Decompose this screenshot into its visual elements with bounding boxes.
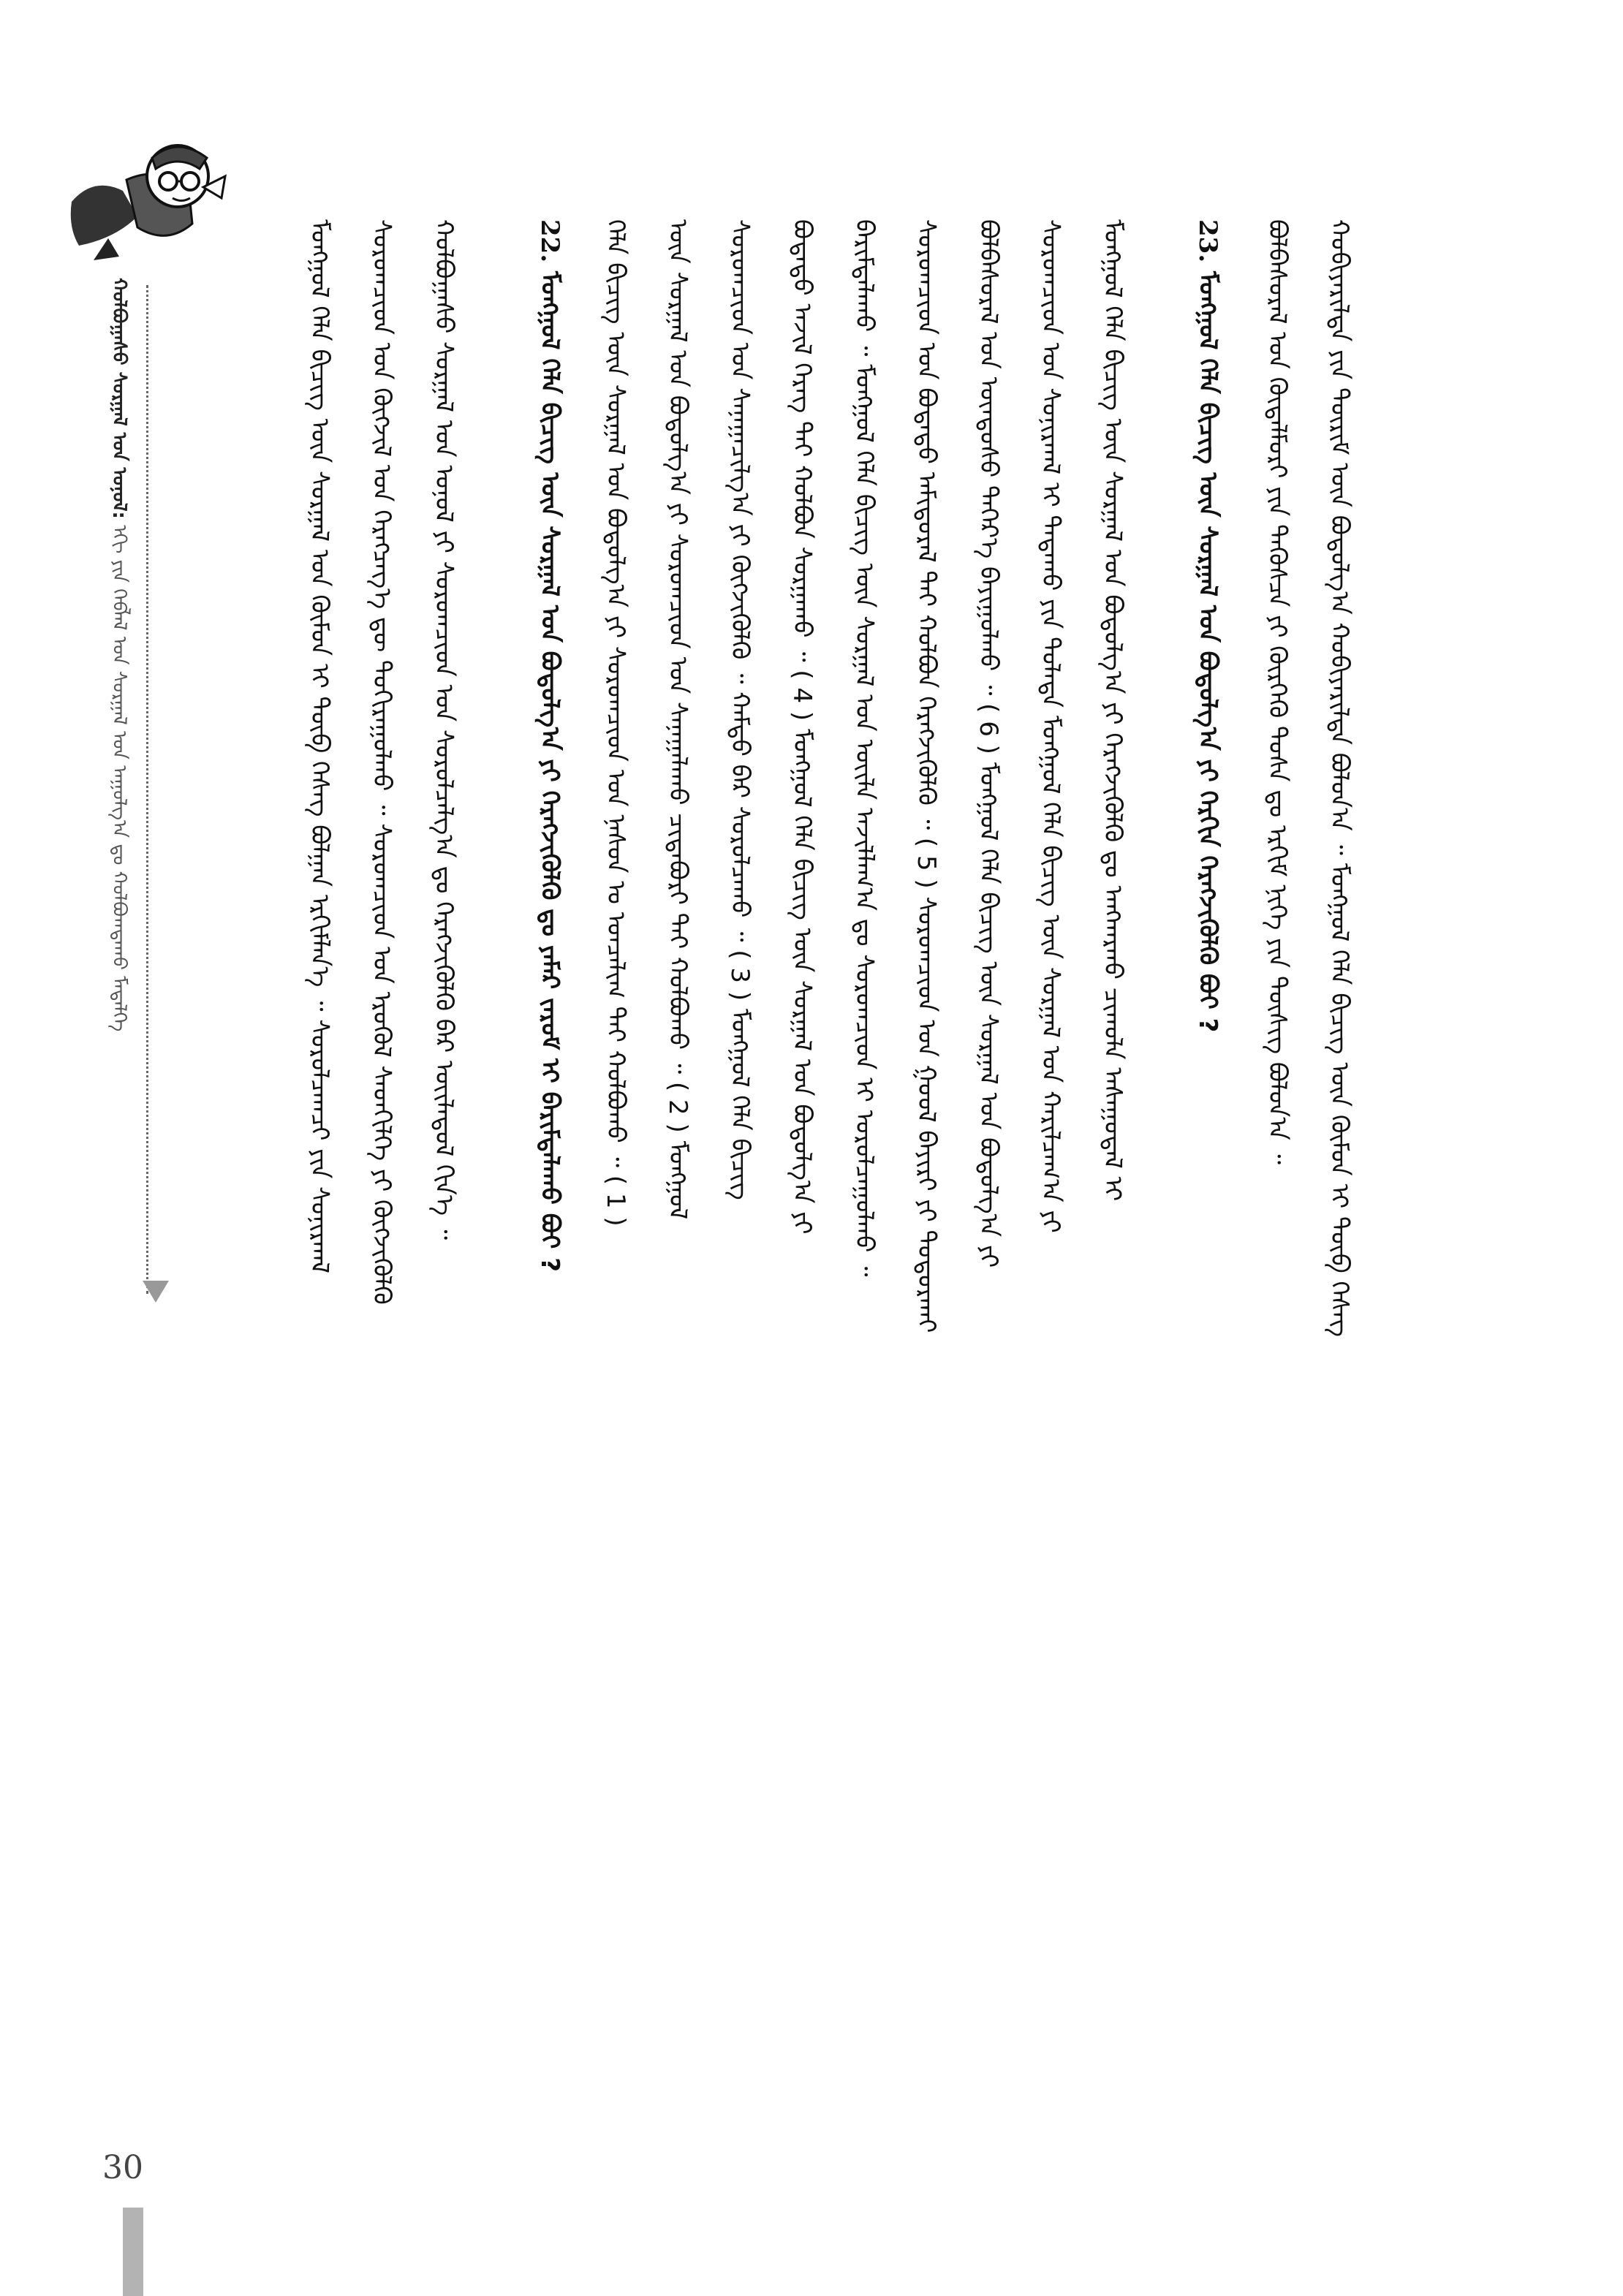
- sidebar-text: ᠡᠬᠢ ᠶᠢᠨ ᠬᠡᠪᠯᠡᠯ ᠤᠨ ᠰᠤᠷᠭᠠᠯ ᠤᠨ ᠠᠭᠤᠯᠭ᠎ᠠ ᠳᠤ ᠬᠣᠯᠪᠣᠭᠳᠠᠬᠤ ᠮᠡᠳᠡᠯᠭᠡ: [108, 525, 130, 1032]
- line-text: ᠬᠣᠯᠪᠣᠭᠠᠰᠤ ᠰᠤᠷᠭᠠᠯ ᠤᠨ ᠣᠨᠤᠯ ᠶᠢ ᠰᠤᠷᠤᠭᠴᠢᠳ ᠤᠨ ᠰᠤᠷᠤᠯᠴᠠᠯᠭ᠎ᠠ ᠳᠤ ᠬᠡᠷᠡᠭᠵᠢᠭᠦᠯᠬᠦ ᠪᠠᠷ ᠦᠢᠯᠡᠳᠦᠯ ᠬᠢᠨ᠎ᠡ ᠃: [429, 219, 458, 1240]
- question-heading: [1184, 219, 1231, 2193]
- text-line: [1316, 219, 1363, 2193]
- line-text: ᠪᠠᠷᠢᠮᠲᠠᠯᠠᠬᠤ ᠃ ᠮᠣᠩᠭᠣᠯ ᠬᠡᠯᠡ ᠪᠢᠴᠢᠭ ᠦᠨ ᠰᠤᠷᠭᠠᠯ ᠤᠨ ᠦᠢᠯᠡ ᠠᠵᠢᠯᠯᠠᠭ᠎ᠠ ᠳᠤ ᠰᠤᠷᠤᠭᠴᠢᠳ ᠢ ᠣᠷᠣᠯᠴᠠᠭᠤᠯᠬᠤ ᠃: [850, 219, 879, 1277]
- line-text: ᠰᠤᠷᠤᠭᠴᠢᠳ ᠤᠨ ᠪᠣᠳᠠᠲᠤ ᠠᠮᠢᠳᠤᠷᠠᠯ ᠲᠠᠢ ᠬᠣᠯᠪᠣᠨ ᠬᠡᠷᠡᠭᠵᠢᠭᠦᠯᠬᠦ ᠃ ( 5 ) ᠰᠤᠷᠤᠭᠴᠢᠳ ᠤᠨ ᠭᠣᠣᠯ ᠪᠠᠶᠢᠷᠢ ᠶᠢ ᠲᠣᠳᠣᠷᠬᠠᠶ: [912, 219, 941, 1333]
- text-line: [1027, 219, 1074, 2193]
- line-text: ᠬᠡᠯᠡ ᠪᠢᠴᠢᠭ ᠦᠨ ᠰᠤᠷᠭᠠᠯ ᠤᠨ ᠪᠣᠳᠣᠯᠭ᠎ᠠ ᠶᠢ ᠰᠤᠷᠤᠭᠴᠢᠳ ᠤᠨ ᠨᠠᠰᠤᠨ ᠤ ᠣᠨᠴᠠᠯᠢᠭ ᠲᠠᠢ ᠬᠣᠯᠪᠣᠬᠤ ᠃ ( 1 ): [601, 219, 630, 1227]
- dotted-divider: [146, 285, 148, 1294]
- question-number: 23.: [1193, 219, 1222, 271]
- question-number: 22.: [535, 219, 564, 271]
- arrow-down-icon: [143, 1281, 169, 1303]
- question-heading: [526, 219, 573, 2193]
- text-line: [592, 219, 639, 2193]
- line-text: ᠮᠣᠩᠭᠣᠯ ᠬᠡᠯᠡ ᠪᠢᠴᠢᠭ ᠦᠨ ᠰᠤᠷᠭᠠᠯ ᠤᠨ ᠪᠣᠳᠣᠯᠭ᠎ᠠ ᠶᠢ ᠬᠡᠷᠡᠭᠵᠢᠭᠦᠯᠬᠦ ᠳᠤ ᠠᠩᠬᠠᠷᠬᠤ ᠴᠢᠬᠤᠯᠠ ᠠᠰᠠᠭᠤᠳᠠᠯ ᠢ: [1098, 219, 1127, 1202]
- line-text: ᠬᠤᠪᠢᠶᠠᠷᠢᠯᠳᠠ ᠶᠢᠨ ᠳᠦᠷᠢᠮ ᠦᠨ ᠪᠣᠳᠤᠯᠭ᠎ᠠ ᠬᠤᠪᠢᠶᠠᠷᠢᠯᠳᠠ ᠪᠣᠯᠤᠨ᠎ᠠ ᠃ ᠮᠣᠩᠭᠣᠯ ᠬᠡᠯᠡ ᠪᠢᠴᠢᠭ ᠦᠨ ᠬᠦᠮᠦᠨ ᠢ ᠲᠥᠪ ᠬᠡᠰᠡᠭ: [1325, 219, 1354, 1337]
- line-text: ᠰᠤᠷᠤᠭᠴᠢᠳ ᠤᠨ ᠰᠣᠨᠢᠷᠬᠠᠯ ᠢ ᠲᠠᠲᠠᠬᠤ ᠶᠢᠨ ᠲᠤᠯᠠᠳᠠ ᠮᠣᠩᠭᠣᠯ ᠬᠡᠯᠡ ᠪᠢᠴᠢᠭ ᠦᠨ ᠰᠤᠷᠭᠠᠯ ᠤᠨ ᠬᠠᠷᠢᠯᠴᠠᠭ᠎ᠠ ᠶᠢ: [1036, 219, 1065, 1233]
- line-text: ᠮᠣᠩᠭᠣᠯ ᠬᠡᠯᠡ ᠪᠢᠴᠢᠭ ᠦᠨ ᠰᠤᠷᠭᠠᠯ ᠤᠨ ᠪᠣᠳᠣᠯᠭ᠎ᠠ ᠶᠢ ᠬᠡᠷᠬᠢᠨ ᠬᠡᠷᠡᠭᠵᠢᠭᠦᠯᠬᠦ ᠪᠤᠢ ?: [1193, 271, 1222, 1033]
- line-text: ᠪᠣᠯᠪᠠᠰᠤᠷᠠᠯ ᠤᠨ ᠬᠦᠳᠡᠯᠮᠦᠷᠢ ᠶᠢᠨ ᠲᠡᠭᠦᠰᠴᠡ ᠶᠢ ᠬᠦᠷᠬᠡᠬᠦ ᠲᠤᠰᠠ ᠳᠤ ᠡᠷᠬᠢᠮ ᠨᠢᠭᠡ ᠶᠢᠨ ᠲᠦᠰᠢᠭ ᠪᠣᠯᠤᠨ᠎ᠠ ᠃: [1263, 219, 1292, 1164]
- text-line: [296, 219, 343, 2193]
- text-line: [1089, 219, 1136, 2193]
- line-text: ᠰᠤᠷᠤᠭᠴᠢᠳ ᠤᠨ ᠰᠠᠨᠠᠭᠠᠴᠢᠯᠭ᠎ᠠ ᠶᠢ ᠬᠥᠭᠵᠢᠭᠦᠯᠬᠦ ᠃ ᠬᠠᠮᠲᠤ ᠪᠡᠷ ᠰᠤᠷᠤᠯᠴᠠᠬᠤ ᠃ ( 3 ) ᠮᠣᠩᠭᠣᠯ ᠬᠡᠯᠡ ᠪᠢᠴᠢᠭ: [725, 219, 754, 1200]
- page-edge-bar: [123, 2208, 143, 2296]
- mascot-illustration: [64, 136, 232, 271]
- text-line: [716, 219, 763, 2193]
- line-text: ᠰᠤᠷᠤᠭᠴᠢᠳ ᠤᠨ ᠬᠥᠭᠵᠢᠯ ᠤᠨ ᠬᠡᠷᠡᠭᠴᠡᠭ᠎ᠡ ᠳᠦ ᠲᠣᠬᠢᠷᠠᠭᠤᠯᠬᠤ ᠃ ᠰᠤᠷᠤᠭᠴᠢᠳ ᠤᠨ ᠡᠷᠦᠬᠦᠯ ᠰᠡᠳᠬᠢᠯᠭᠡ ᠶᠢ ᠬᠥᠭᠵᠢᠭᠦᠯᠬᠦ: [367, 219, 396, 1305]
- text-line: [1254, 219, 1301, 2193]
- line-text: ᠦᠨ ᠰᠤᠷᠭᠠᠯ ᠤᠨ ᠪᠣᠳᠣᠯᠭ᠎ᠠ ᠶᠢ ᠰᠤᠷᠤᠭᠴᠢᠳ ᠤᠨ ᠰᠠᠨᠠᠭᠠᠯᠠᠬᠤ ᠴᠢᠳᠠᠪᠤᠷᠢ ᠲᠠᠢ ᠬᠣᠯᠪᠣᠬᠤ ᠃ ( 2 ) ᠮᠣᠩᠭᠣᠯ: [663, 219, 692, 1220]
- line-text: ᠪᠣᠳᠠᠲᠤ ᠠᠵᠢᠯ ᠬᠡᠷᠡᠭ ᠲᠡᠢ ᠬᠣᠯᠪᠣᠨ ᠰᠤᠷᠭᠠᠬᠤ ᠃ ( 4 ) ᠮᠣᠩᠭᠣᠯ ᠬᠡᠯᠡ ᠪᠢᠴᠢᠭ ᠦᠨ ᠰᠤᠷᠭᠠᠯ ᠤᠨ ᠪᠣᠳᠣᠯᠭ᠎ᠠ ᠶᠢ: [787, 219, 817, 1235]
- text-line: [965, 219, 1012, 2193]
- line-text: ᠮᠣᠩᠭᠣᠯ ᠬᠡᠯᠡ ᠪᠢᠴᠢᠭ ᠦᠨ ᠰᠤᠷᠭᠠᠯ ᠤᠨ ᠬᠦᠮᠦᠨ ᠢ ᠲᠥᠪ ᠬᠡᠰᠡᠭ ᠪᠣᠯᠭᠠᠨ ᠡᠷᠬᠢᠮᠯᠡᠨ᠎ᠡ ᠃ ᠰᠤᠷᠤᠯᠴᠠᠭᠴᠢ ᠶᠢᠨ ᠰᠣᠨᠢᠷᠬᠠᠯ: [305, 219, 334, 1273]
- text-line: [779, 219, 825, 2193]
- sidebar-note: [102, 278, 139, 1301]
- text-line: [420, 219, 467, 2193]
- sidebar-label: ᠬᠣᠯᠪᠣᠭᠠᠰᠤ ᠰᠤᠷᠭᠠᠯ ᠤᠨ ᠣᠨᠤᠯ:: [108, 278, 130, 519]
- text-line: [841, 219, 888, 2193]
- text-line: [358, 219, 405, 2193]
- line-text: ᠪᠣᠯᠪᠠᠰᠤᠷᠠᠯ ᠤᠨ ᠦᠨᠳᠦᠰᠦ ᠳᠡᠭᠡᠷ᠎ᠡ ᠪᠠᠶᠢᠭᠤᠯᠬᠤ ᠃ ( 6 ) ᠮᠣᠩᠭᠣᠯ ᠬᠡᠯᠡ ᠪᠢᠴᠢᠭ ᠦᠨ ᠰᠤᠷᠭᠠᠯ ᠤᠨ ᠪᠣᠳᠣᠯᠭ᠎ᠠ ᠶᠢ: [974, 219, 1003, 1268]
- text-line: [903, 219, 950, 2193]
- line-text: ᠮᠣᠩᠭᠣᠯ ᠬᠡᠯᠡ ᠪᠢᠴᠢᠭ ᠦᠨ ᠰᠤᠷᠭᠠᠯ ᠤᠨ ᠪᠣᠳᠣᠯᠭ᠎ᠠ ᠶᠢ ᠬᠡᠷᠡᠭᠵᠢᠭᠦᠯᠬᠦ ᠳᠤ ᠶᠠᠮᠠᠷ ᠵᠠᠷᠣᠮ ᠢ ᠪᠠᠷᠢᠮᠲᠠᠯᠠᠬᠤ ᠪᠤᠢ ?: [535, 271, 564, 1273]
- text-line: [654, 219, 701, 2193]
- page-number: 30: [102, 2149, 143, 2186]
